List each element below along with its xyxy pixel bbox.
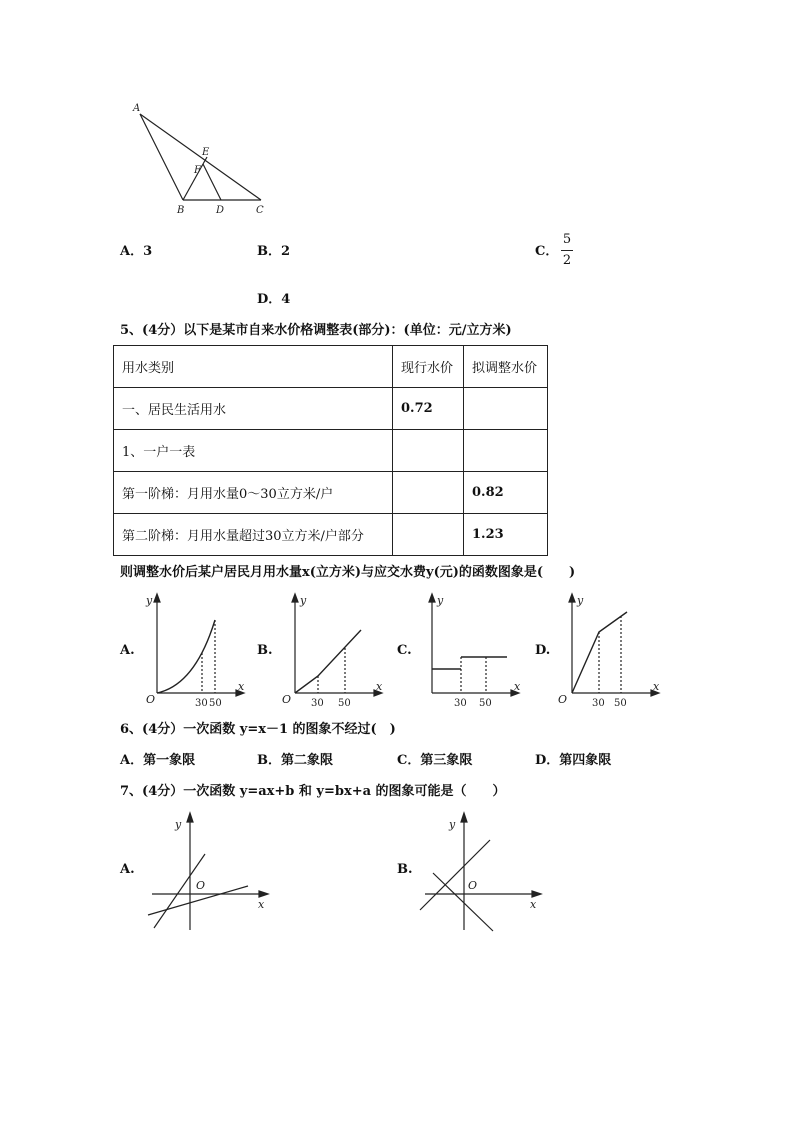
axis-label-y: y: [437, 594, 444, 607]
table-header-cell: 用水类别: [114, 346, 393, 388]
y-axis-arrow: [569, 594, 575, 602]
q4-option-c-numerator: 5: [562, 232, 572, 247]
table-row: [114, 514, 548, 556]
label-a: A: [133, 103, 141, 114]
y-axis-arrow: [292, 594, 298, 602]
table-cell: [393, 430, 464, 472]
q5-graph-b: [278, 590, 393, 710]
axis-label-x: x: [238, 680, 245, 693]
table-row: [114, 388, 548, 430]
q4-option-c-denominator: 2: [562, 253, 572, 268]
q6-option-a[interactable]: A．第一象限: [120, 753, 196, 768]
q5-option-b[interactable]: B.: [257, 643, 273, 658]
q6-stem: 6、(4分）一次函数 y=x－1 的图象不经过( ): [120, 722, 396, 737]
line-2: [433, 873, 493, 931]
axis-label-y: y: [175, 818, 182, 831]
axis-label-x: x: [258, 898, 265, 911]
table-cell: 第二阶梯：月用水量超过30立方米/户部分: [114, 514, 393, 556]
y-axis-arrow: [187, 813, 193, 822]
axis-label-y: y: [577, 594, 584, 607]
y-axis-arrow: [461, 813, 467, 822]
q5-graph-c: [415, 590, 530, 710]
q5-option-a[interactable]: A.: [120, 643, 135, 658]
label-d: D: [216, 205, 225, 216]
axis-label-x: x: [514, 680, 521, 693]
origin-label: O: [146, 693, 156, 706]
y-axis-arrow: [429, 594, 435, 602]
y-axis-arrow: [154, 594, 160, 602]
origin-label: O: [468, 879, 478, 892]
q7-graph-a: [140, 808, 275, 933]
table-cell: 1、一户一表: [114, 430, 393, 472]
q7-option-a[interactable]: A.: [120, 862, 135, 877]
segment-ab: [140, 114, 183, 200]
table-cell: [393, 472, 464, 514]
axis-label-x: x: [653, 680, 660, 693]
q5-stem: 5、(4分）以下是某市自来水价格调整表(部分)：(单位：元/立方米): [120, 323, 512, 338]
tick-label: 30: [592, 698, 605, 709]
q6-option-b[interactable]: B．第二象限: [257, 753, 333, 768]
x-axis-arrow: [532, 891, 541, 897]
label-c: C: [256, 205, 264, 216]
table-row: [114, 430, 548, 472]
tick-label: 50: [479, 698, 492, 709]
label-e: E: [202, 147, 210, 158]
q4-option-c-prefix: C．: [535, 244, 559, 259]
q5-question: 则调整水价后某户居民月用水量x(立方米)与应交水费y(元)的函数图象是( ): [120, 565, 576, 580]
tick-label: 50: [209, 698, 222, 709]
table-row: [114, 472, 548, 514]
table-cell: 0.72: [393, 388, 464, 430]
water-price-table: [113, 345, 548, 556]
q5-option-d[interactable]: D.: [535, 643, 551, 658]
q7-graph-b: [415, 808, 550, 933]
tick-label: 50: [338, 698, 351, 709]
table-header-row: [114, 346, 548, 388]
table-header-cell: 现行水价: [393, 346, 464, 388]
table-cell: 一、居民生活用水: [114, 388, 393, 430]
axis-label-x: x: [530, 898, 537, 911]
table-cell: 0.82: [464, 472, 548, 514]
table-cell: [464, 430, 548, 472]
fraction-bar: [561, 250, 573, 251]
q6-option-d[interactable]: D．第四象限: [535, 753, 612, 768]
axis-label-y: y: [449, 818, 456, 831]
q4-option-c[interactable]: [535, 232, 585, 272]
q4-option-b[interactable]: B．2: [257, 244, 291, 259]
q4-option-d[interactable]: D．4: [257, 292, 291, 307]
q5-graph-d: [555, 590, 670, 710]
segment-ac: [140, 114, 261, 200]
q5-option-c[interactable]: C.: [397, 643, 412, 658]
function-line: [295, 630, 361, 693]
triangle-figure: [125, 100, 275, 220]
curve: [157, 620, 215, 693]
table-cell: 第一阶梯：月用水量0～30立方米/户: [114, 472, 393, 514]
origin-label: O: [196, 879, 206, 892]
x-axis-arrow: [259, 891, 268, 897]
tick-label: 30: [311, 698, 324, 709]
origin-label: O: [282, 693, 292, 706]
q4-option-a[interactable]: A．3: [120, 244, 153, 259]
label-f: F: [194, 165, 201, 176]
table-header-cell: 拟调整水价: [464, 346, 548, 388]
tick-label: 50: [614, 698, 627, 709]
q7-option-b[interactable]: B.: [397, 862, 413, 877]
q7-stem: 7、(4分）一次函数 y=ax+b 和 y=bx+a 的图象可能是（ ）: [120, 784, 506, 799]
q6-option-c[interactable]: C．第三象限: [397, 753, 473, 768]
axis-label-y: y: [300, 594, 307, 607]
tick-label: 30: [195, 698, 208, 709]
axis-label-y: y: [146, 594, 153, 607]
axis-label-x: x: [376, 680, 383, 693]
table-cell: 1.23: [464, 514, 548, 556]
tick-label: 30: [454, 698, 467, 709]
q5-graph-a: [140, 590, 255, 710]
line-1: [420, 840, 490, 910]
table-cell: [393, 514, 464, 556]
label-b: B: [177, 205, 185, 216]
table-cell: [464, 388, 548, 430]
origin-label: O: [558, 693, 568, 706]
